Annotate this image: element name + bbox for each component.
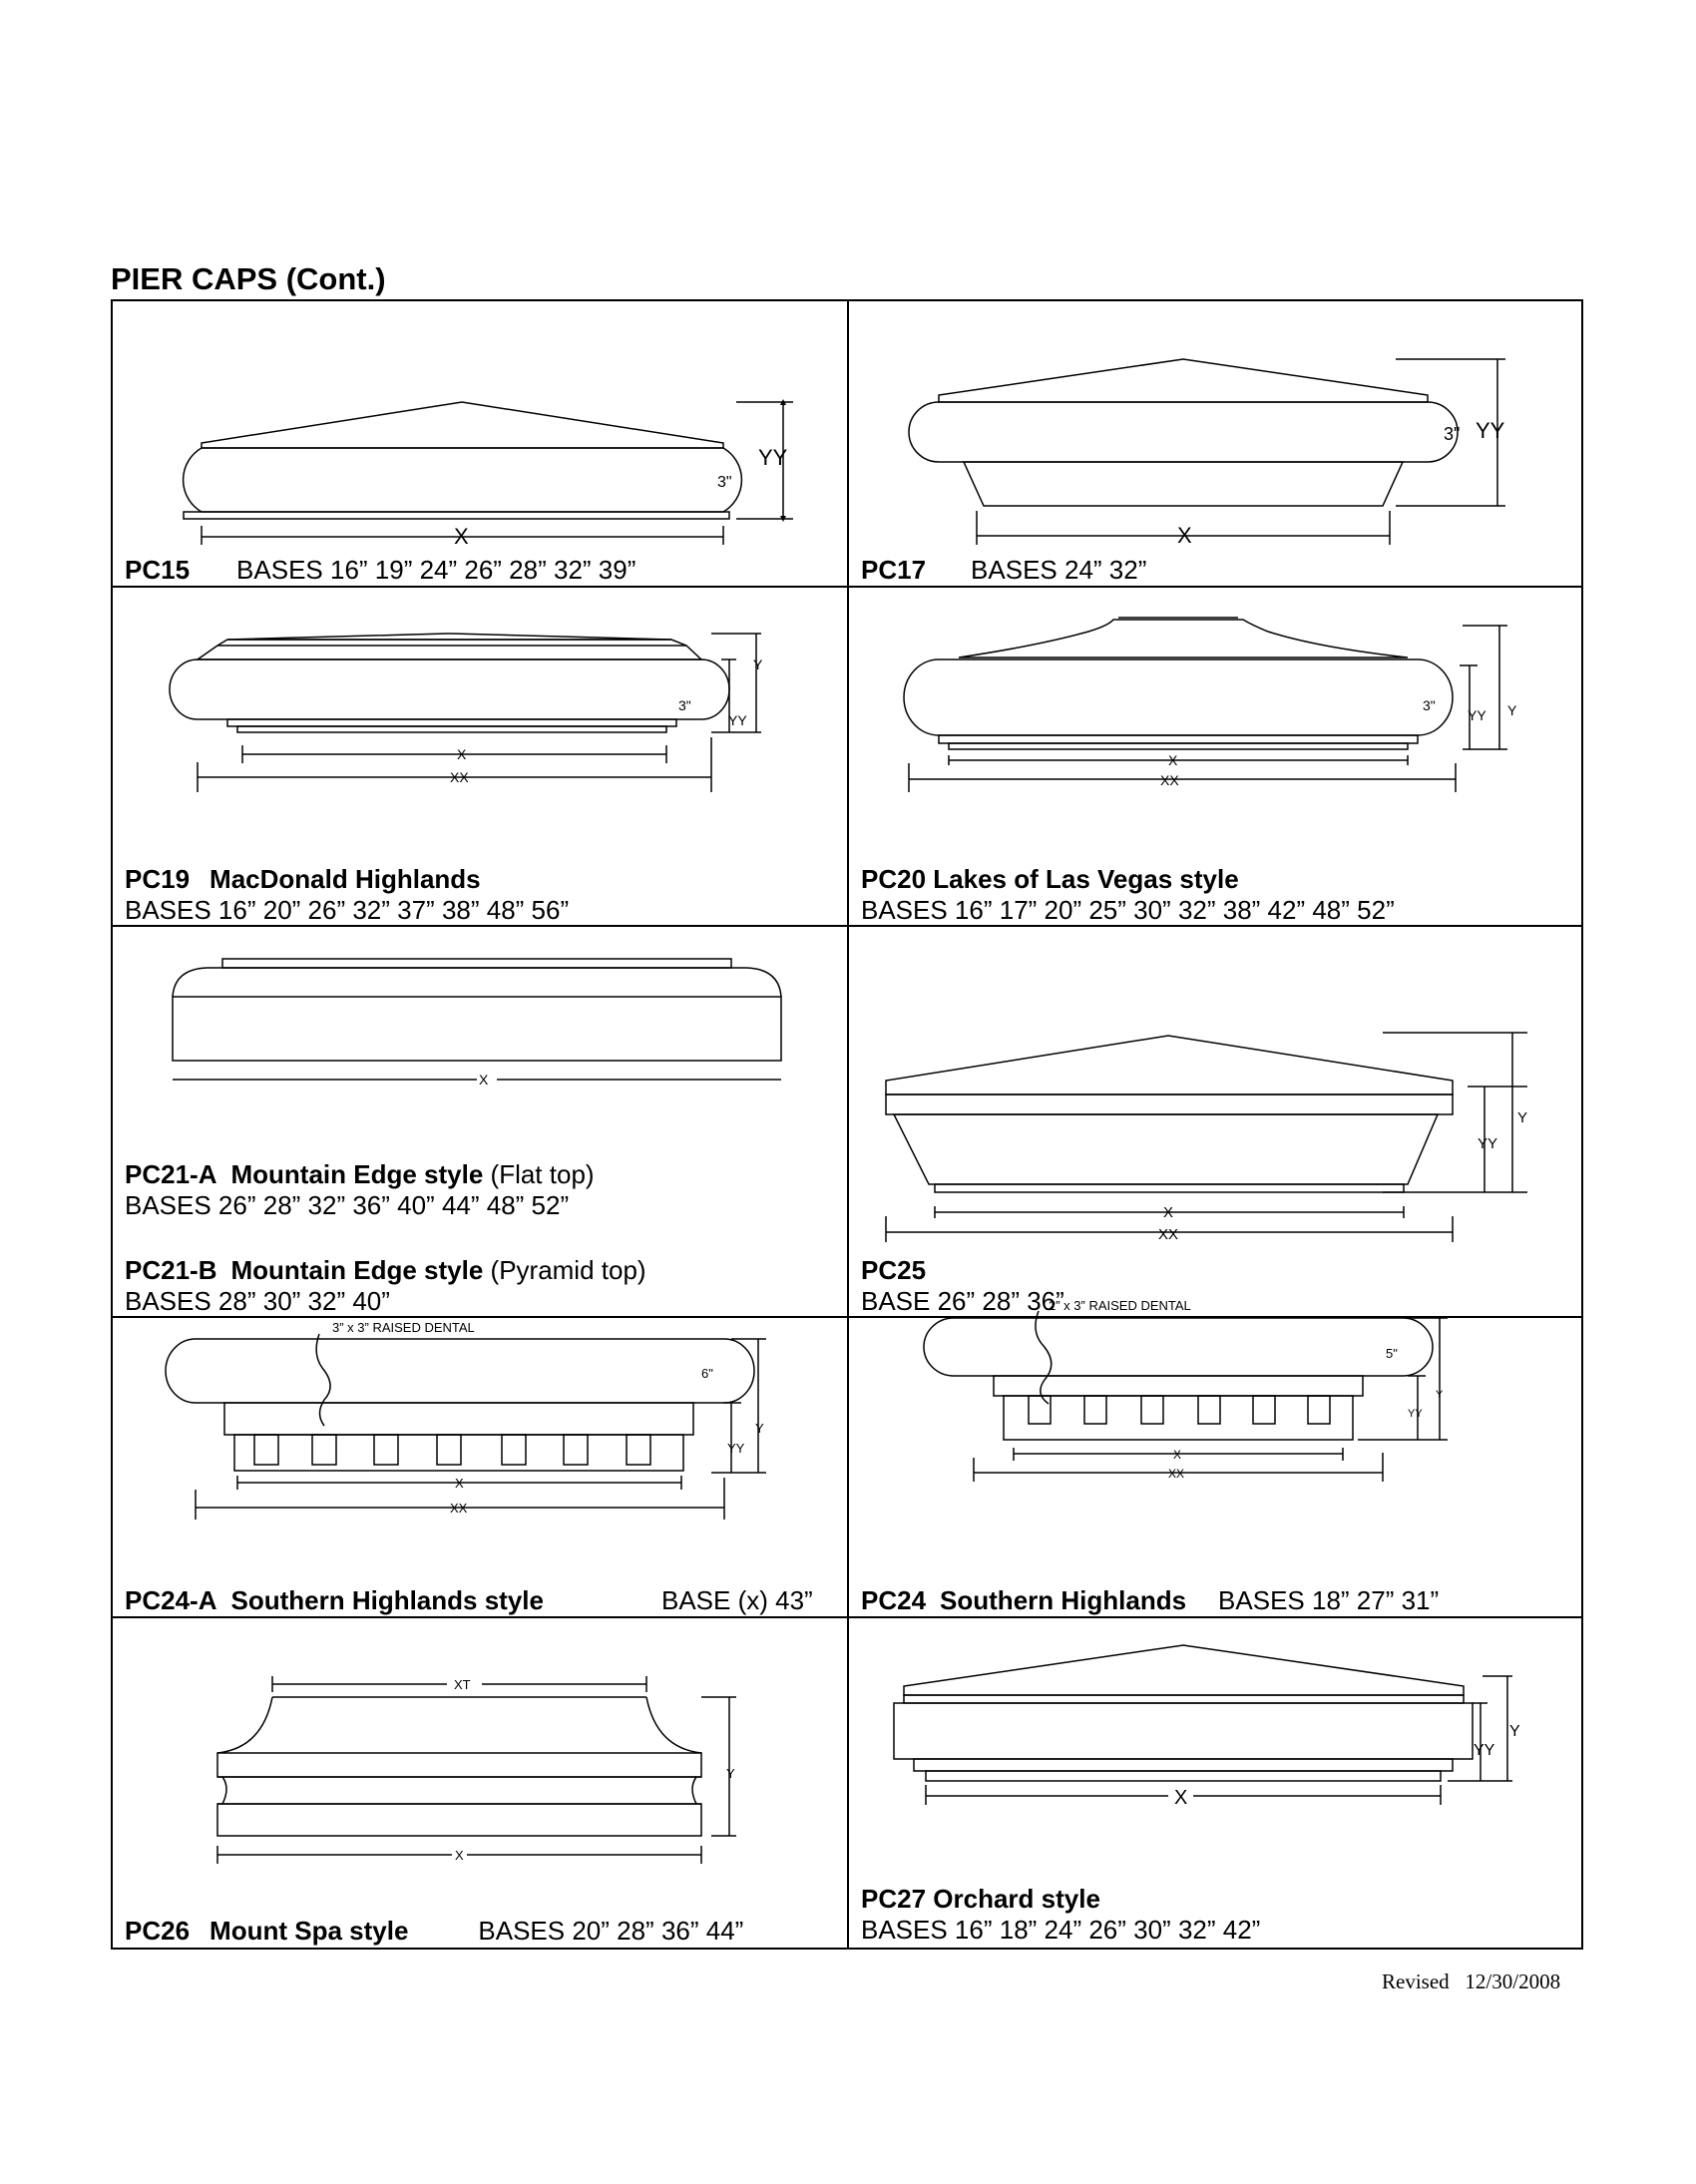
- pc19-dim-x: X: [457, 746, 467, 762]
- pc24a-dim-xx: XX: [450, 1501, 468, 1516]
- pc26-caption: [125, 1916, 743, 1947]
- pc25-bases: BASE 26” 28” 36”: [861, 1286, 1064, 1316]
- pc20-caption: [861, 864, 1395, 926]
- pc27-bases: BASES 16” 18” 24” 26” 30” 32” 42”: [861, 1915, 1261, 1945]
- pc24a-name: Southern Highlands style: [230, 1585, 544, 1615]
- pc26-code: PC26: [125, 1916, 191, 1946]
- cell-pc20: [849, 588, 1583, 925]
- cell-pc17: [849, 301, 1583, 586]
- pc27-caption: [861, 1884, 1260, 1946]
- pc20-dim-y: Y: [1507, 702, 1517, 718]
- pc17-code: PC17: [861, 555, 927, 585]
- pc21a-caption: [125, 1159, 595, 1221]
- pc20-bases: BASES 16” 17” 20” 25” 30” 32” 38” 42” 48” 52”: [861, 895, 1395, 925]
- pc24-dim-xx: XX: [1168, 1467, 1185, 1481]
- pc24-name: Southern Highlands: [940, 1585, 1187, 1615]
- pc26-dim-xt: XT: [454, 1677, 471, 1692]
- pc24-bases: BASES 18” 27” 31”: [1218, 1585, 1440, 1615]
- pc21b-bases: BASES 28” 30” 32” 40”: [125, 1286, 390, 1316]
- pc25-code: PC25: [861, 1255, 927, 1285]
- pc20-code: PC20: [861, 864, 927, 894]
- pc26-drawing: [113, 1618, 847, 1950]
- pc24a-dim-x: X: [455, 1476, 464, 1491]
- pc17-dim-x: X: [1177, 523, 1192, 548]
- pc20-dim-xx: XX: [1160, 772, 1179, 788]
- cell-pc25: [849, 927, 1583, 1316]
- pc25-dim-y: Y: [1517, 1109, 1528, 1126]
- pc15-dim-x: X: [454, 524, 469, 549]
- pc26-dim-y: Y: [726, 1766, 735, 1781]
- pc21b-code: PC21-B: [125, 1255, 217, 1285]
- pc24-dim-y: Y: [1436, 1389, 1444, 1401]
- pc20-dim-x: X: [1168, 752, 1178, 768]
- cell-pc19: [113, 588, 847, 925]
- pc24-code: PC24: [861, 1585, 927, 1615]
- pc27-name: Orchard style: [933, 1884, 1100, 1914]
- pc19-bases: BASES 16” 20” 26” 32” 37” 38” 48” 56”: [125, 895, 570, 925]
- pc24a-dentals: [254, 1435, 650, 1465]
- pc24a-drawing: [113, 1318, 847, 1616]
- pc25-dim-x: X: [1163, 1204, 1174, 1221]
- pc24-dim-5: 5": [1386, 1346, 1398, 1361]
- cell-pc27: [849, 1618, 1583, 1950]
- pc24-dental-label: 2” x 3” RAISED DENTAL: [1049, 1298, 1191, 1313]
- pc15-bases: BASES 16” 19” 24” 26” 28” 32” 39”: [236, 555, 636, 585]
- pc26-name: Mount Spa style: [210, 1916, 409, 1946]
- pc21b-caption: [125, 1255, 646, 1317]
- revised-date: Revised 12/30/2008: [1382, 1969, 1561, 1993]
- pc21b-name: Mountain Edge style: [230, 1255, 484, 1285]
- pc25-dim-xx: XX: [1158, 1226, 1179, 1243]
- pier-caps-table: [111, 299, 1583, 1950]
- pc27-code: PC27: [861, 1884, 927, 1914]
- pc26-bases: BASES 20” 28” 36” 44”: [478, 1916, 744, 1946]
- pc24a-dim-6: 6": [701, 1366, 713, 1381]
- pc17-dim-3: 3": [1444, 424, 1461, 444]
- pc26-dim-x: X: [455, 1848, 464, 1863]
- pc20-name: Lakes of Las Vegas style: [933, 864, 1239, 894]
- page-title: PIER CAPS (Cont.): [111, 261, 386, 296]
- pc20-dim-3: 3": [1423, 697, 1436, 713]
- pc24-dim-yy: YY: [1408, 1408, 1423, 1420]
- pc19-dim-yy: YY: [728, 712, 747, 728]
- cell-pc24a: [113, 1318, 847, 1616]
- pc17-bases: BASES 24” 32”: [971, 555, 1147, 585]
- pc19-code: PC19: [125, 864, 191, 894]
- pc15-drawing: [113, 301, 847, 586]
- pc17-caption: [861, 555, 1146, 586]
- pc17-dim-yy: YY: [1476, 418, 1505, 443]
- pc21a-note: (Flat top): [490, 1159, 595, 1189]
- pc27-dim-x: X: [1174, 1787, 1188, 1809]
- pc19-dim-y: Y: [753, 656, 763, 672]
- pc21a-name: Mountain Edge style: [230, 1159, 484, 1189]
- pc21a-code: PC21-A: [125, 1159, 217, 1189]
- pc24-caption: [861, 1585, 1439, 1616]
- pc15-caption: [125, 555, 636, 586]
- pc21b-note: (Pyramid top): [490, 1255, 646, 1285]
- pc24-dim-x: X: [1173, 1448, 1182, 1462]
- pc19-name: MacDonald Highlands: [210, 864, 481, 894]
- pc24-dentals: [1029, 1396, 1330, 1424]
- pc24a-dim-yy: YY: [727, 1441, 745, 1456]
- pc27-dim-y: Y: [1509, 1723, 1520, 1740]
- pc21-dim-x: X: [479, 1072, 489, 1088]
- pc19-dim-3: 3": [678, 697, 691, 713]
- pc15-dim-yy: YY: [758, 445, 788, 470]
- pc25-dim-yy: YY: [1478, 1135, 1498, 1152]
- pc19-caption: [125, 864, 569, 926]
- pc19-dim-xx: XX: [450, 769, 469, 785]
- pc21a-bases: BASES 26” 28” 32” 36” 40” 44” 48” 52”: [125, 1190, 570, 1220]
- cell-pc26: [113, 1618, 847, 1950]
- pc24a-caption: [125, 1585, 544, 1616]
- pc15-dim-3: 3": [717, 474, 732, 491]
- pc27-dim-yy: YY: [1474, 1742, 1495, 1759]
- pc24a-dim-y: Y: [755, 1421, 764, 1436]
- pc17-drawing: [849, 301, 1583, 586]
- pc15-code: PC15: [125, 555, 191, 585]
- cell-pc21: [113, 927, 847, 1316]
- pc24a-dental-label: 3” x 3” RAISED DENTAL: [332, 1320, 475, 1335]
- pc25-caption: [861, 1255, 1064, 1317]
- pc24a-bases: BASE (x) 43”: [661, 1585, 813, 1615]
- pc20-dim-yy: YY: [1468, 707, 1486, 723]
- pc24a-code: PC24-A: [125, 1585, 217, 1615]
- cell-pc15: [113, 301, 847, 586]
